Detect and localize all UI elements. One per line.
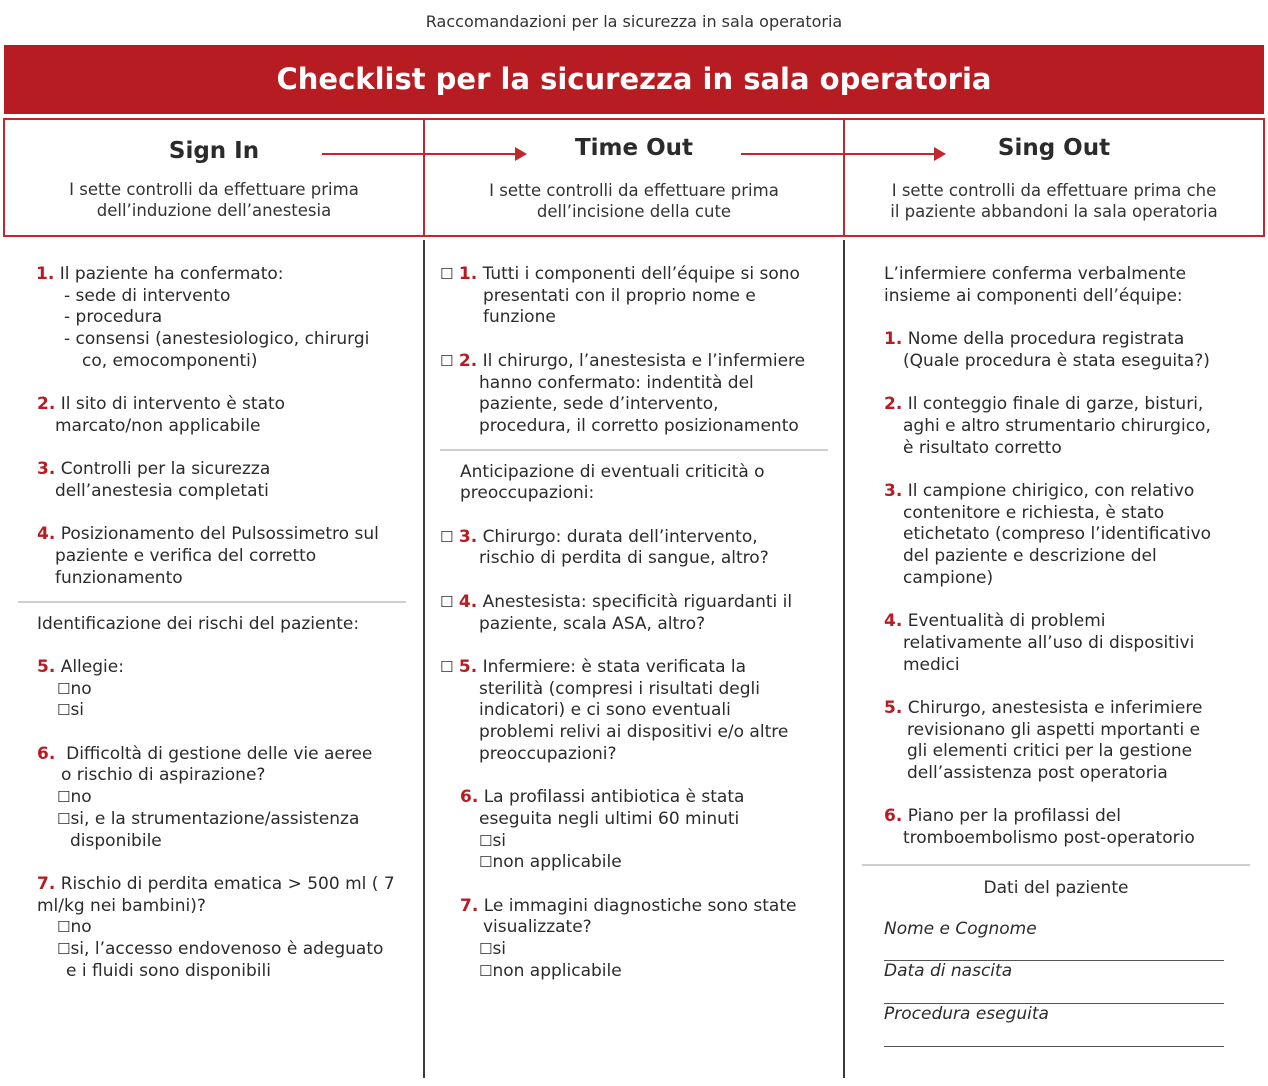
list-item-text: funzionamento — [55, 567, 183, 588]
list-item-text: tromboembolismo post-operatorio — [903, 828, 1195, 849]
list-item-text: (Quale procedura è stata eseguita?) — [903, 350, 1210, 371]
checkbox-option[interactable]: ☐no — [57, 917, 92, 938]
checkbox-icon[interactable]: ☐ — [57, 679, 71, 698]
checklist-item[interactable]: ☐ 5. Infermiere: è stata verificata la — [440, 656, 747, 677]
checklist-item[interactable]: ☐ 2. Il chirurgo, l’anestesista e l’infermiere — [440, 350, 806, 371]
list-item-text: medici — [903, 654, 960, 675]
list-item-text: ml/kg nei bambini)? — [37, 895, 206, 916]
checkbox-icon[interactable]: ☐ — [57, 918, 71, 937]
list-item-text: dell’assistenza post operatoria — [907, 763, 1168, 784]
list-item: 6. La profilassi antibiotica è stata — [460, 787, 745, 808]
birth-date-field[interactable] — [862, 961, 1224, 1004]
list-item: 4. Eventualità di problemi — [884, 611, 1106, 632]
checkbox-icon[interactable]: ☐ — [440, 592, 454, 611]
list-subitem: - procedura — [64, 307, 163, 328]
checkbox-icon[interactable]: ☐ — [57, 809, 71, 828]
list-item: 5. Allegie: — [37, 656, 124, 677]
document-subtitle: Raccomandazioni per la sicurezza in sala operatoria — [425, 12, 843, 31]
list-item-text: è risultato corretto — [903, 437, 1062, 458]
section-heading: Anticipazione di eventuali criticità o — [460, 461, 765, 482]
list-item-text: eseguita negli ultimi 60 minuti — [479, 808, 740, 829]
checkbox-option[interactable]: ☐si, l’accesso endovenoso è adeguato — [57, 939, 384, 959]
list-item-text: gli elementi critici per la gestione — [907, 741, 1193, 762]
checklist-item[interactable]: ☐ 1. Tutti i componenti dell’équipe si sono — [440, 264, 800, 284]
phase-desc-sign-out: I sette controlli da effettuare prima che il paziente abbandoni la sala operatoria — [890, 181, 1218, 221]
list-item: 3. Il campione chirigico, con relativo — [884, 480, 1195, 501]
checkbox-option[interactable]: ☐no — [57, 678, 92, 699]
list-item: 1. Nome della procedura registrata — [884, 329, 1185, 350]
list-subitem: co, emocomponenti) — [82, 350, 258, 371]
list-item-text: contenitore e richiesta, è stato — [903, 502, 1165, 523]
list-item-text: preoccupazioni? — [479, 743, 617, 764]
list-item-text: problemi relivi ai dispositivi e/o altre — [479, 722, 789, 742]
list-item-text: paziente, sede d’intervento, — [479, 394, 719, 415]
list-item-text: del paziente e descrizione del — [903, 546, 1157, 567]
field-underline[interactable] — [884, 1046, 1224, 1047]
procedure-field[interactable] — [862, 1004, 1224, 1047]
checklist-item[interactable]: ☐ 4. Anestesista: specificità riguardanti il — [440, 591, 793, 612]
list-item-text: disponibile — [70, 830, 162, 851]
list-item-text: marcato/non applicabile — [55, 415, 261, 436]
list-item-text: indicatori) e ci sono eventuali — [479, 700, 731, 721]
list-item: 6. Difficoltà di gestione delle vie aeree — [37, 743, 373, 764]
arrow-right-icon — [322, 153, 525, 155]
list-item-text: visualizzate? — [483, 917, 592, 938]
checkbox-icon[interactable]: ☐ — [479, 940, 493, 958]
checkbox-icon[interactable]: ☐ — [479, 961, 493, 980]
list-subitem: - consensi (anestesiologico, chirurgi — [64, 329, 370, 350]
checklist-title-banner: Checklist per la sicurezza in sala operatoria — [4, 45, 1264, 114]
list-item: 6. Piano per la profilassi del — [884, 806, 1121, 827]
field-label: Data di nascita — [884, 961, 1013, 982]
phase-title-sign-in: Sign In — [168, 138, 260, 164]
list-item-text: dell’anestesia completati — [55, 481, 269, 501]
column-divider — [423, 240, 425, 1078]
sign-out-column — [862, 264, 1250, 1047]
field-label: Nome e Cognome — [884, 918, 1037, 939]
checkbox-option[interactable]: ☐non applicabile — [479, 852, 622, 873]
checklist-item[interactable]: ☐ 3. Chirurgo: durata dell’intervento, — [440, 526, 758, 547]
section-separator — [862, 864, 1250, 866]
list-item-text: hanno confermato: indentità del — [479, 372, 754, 393]
checkbox-option[interactable]: ☐non applicabile — [479, 960, 622, 981]
checkbox-option[interactable]: ☐si — [57, 700, 85, 721]
list-item: 2. Il conteggio finale di garze, bisturi, — [884, 394, 1204, 415]
section-separator — [440, 449, 828, 451]
section-separator — [18, 601, 406, 603]
list-item-text: campione) — [903, 567, 994, 588]
checkbox-option[interactable]: ☐si, e la strumentazione/assistenza — [57, 808, 360, 829]
list-item-text: o rischio di aspirazione? — [61, 765, 266, 786]
list-subitem: - sede di intervento — [64, 285, 231, 306]
list-item-text: rischio di perdita di sangue, altro? — [479, 548, 769, 569]
list-item: 4. Posizionamento del Pulsossimetro sul — [37, 524, 379, 545]
arrow-right-icon — [741, 153, 944, 155]
list-item-text: etichetato (compreso l’identificativo — [903, 524, 1212, 545]
list-item-text: paziente e verifica del corretto — [55, 546, 317, 567]
checkbox-option[interactable]: ☐no — [57, 787, 92, 808]
list-item-text: aghi e altro strumentario chirurgico, — [903, 415, 1211, 436]
section-heading: preoccupazioni: — [460, 483, 595, 504]
phase-desc-time-out: I sette controlli da effettuare prima dell’incisione della cute — [489, 181, 779, 221]
patient-name-field[interactable] — [862, 919, 1224, 962]
list-item-text: e i fluidi sono disponibili — [66, 960, 271, 981]
checkbox-icon[interactable]: ☐ — [57, 940, 71, 958]
intro-text: L’infermiere conferma verbalmente — [884, 264, 1187, 284]
sign-in-column — [18, 264, 406, 982]
column-divider — [843, 240, 845, 1078]
checkbox-icon[interactable]: ☐ — [57, 701, 71, 720]
checkbox-icon[interactable]: ☐ — [440, 351, 454, 370]
phase-desc-sign-in: I sette controlli da effettuare prima dell’induzione dell’anestesia — [69, 180, 359, 220]
time-out-column — [440, 264, 828, 982]
patient-data-heading: Dati del paziente — [983, 877, 1129, 898]
checkbox-icon[interactable]: ☐ — [57, 788, 71, 807]
intro-text: insieme ai componenti dell’équipe: — [884, 285, 1183, 306]
list-item-text: procedura, il corretto posizionamento — [479, 415, 799, 436]
list-item-text: sterilità (compresi i risultati degli — [479, 678, 760, 699]
checkbox-icon[interactable]: ☐ — [440, 265, 454, 283]
checkbox-option[interactable]: ☐si — [479, 830, 507, 851]
checkbox-icon[interactable]: ☐ — [440, 527, 454, 546]
list-item: 5. Chirurgo, anestesista e inferimiere — [884, 697, 1203, 718]
list-item-text: relativamente all’uso di dispositivi — [903, 632, 1195, 653]
checkbox-option[interactable]: ☐si — [479, 939, 507, 959]
field-label: Procedura eseguita — [884, 1004, 1049, 1024]
phase-title-sign-out: Sing Out — [997, 135, 1111, 161]
list-item-text: presentati con il proprio nome e — [483, 285, 756, 306]
list-item: 7. Rischio di perdita ematica > 500 ml ( 7 — [37, 873, 395, 894]
phase-title-time-out: Time Out — [574, 135, 694, 161]
list-item-text: revisionano gli aspetti mportanti e — [907, 719, 1201, 740]
list-item-text: funzione — [483, 307, 556, 328]
checkbox-icon[interactable]: ☐ — [479, 831, 493, 850]
section-heading: Identificazione dei rischi del paziente: — [37, 613, 360, 634]
list-item: 7. Le immagini diagnostiche sono state — [460, 895, 797, 916]
checkbox-icon[interactable]: ☐ — [440, 657, 454, 676]
list-item-text: paziente, scala ASA, altro? — [479, 613, 706, 634]
checkbox-icon[interactable]: ☐ — [479, 853, 493, 872]
list-item: 3. Controlli per la sicurezza — [37, 459, 271, 480]
list-item: 1. Il paziente ha confermato: — [36, 264, 284, 284]
list-item: 2. Il sito di intervento è stato — [37, 394, 286, 415]
